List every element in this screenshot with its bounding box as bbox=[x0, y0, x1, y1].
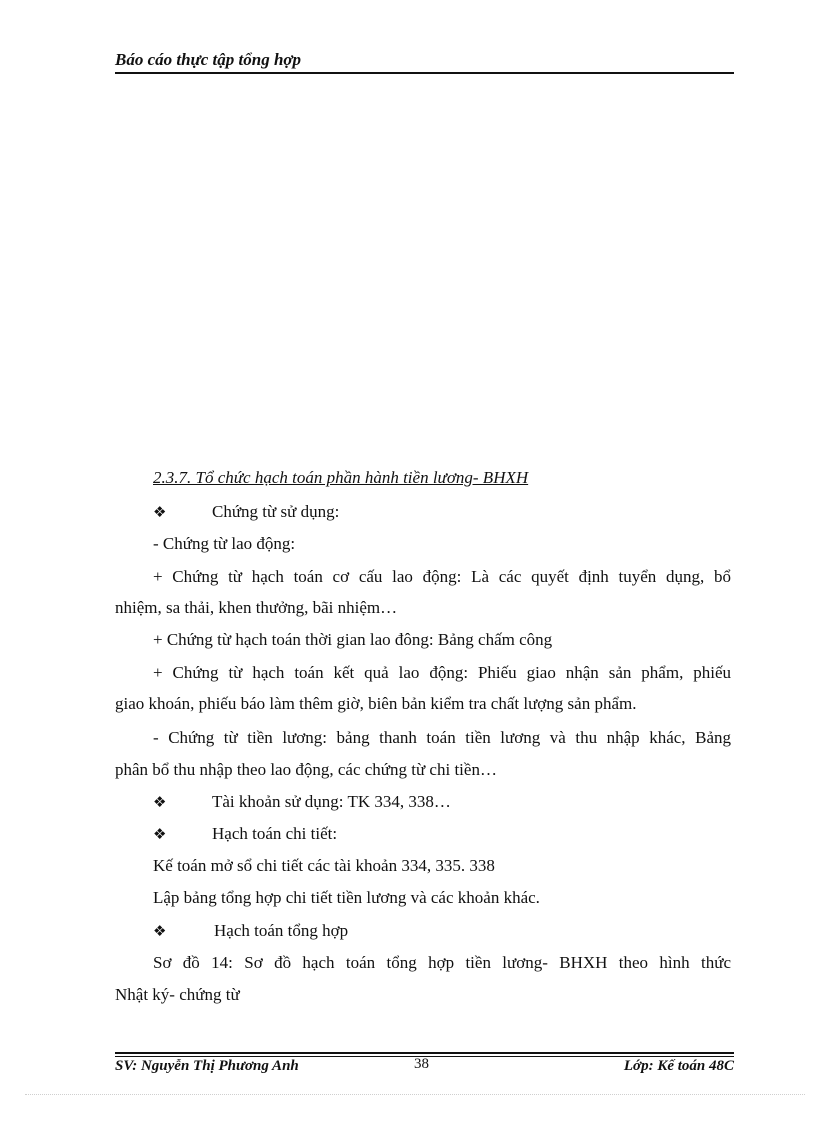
footer-divider bbox=[115, 1052, 734, 1054]
section-body bbox=[115, 0, 731, 1040]
diagram-caption-line2: Nhật ký- chứng từ bbox=[115, 985, 240, 1004]
class-name: Lớp: Kế toán 48C bbox=[623, 1058, 734, 1074]
bullet-documents: Chứng từ sử dụng: bbox=[212, 502, 340, 521]
summary-table-text: Lập bảng tổng hợp chi tiết tiền lương và các khoản khác. bbox=[153, 888, 540, 907]
page-edge bbox=[25, 1094, 805, 1095]
time-documents: + Chứng từ hạch toán thời gian lao đông: Bảng chấm công bbox=[153, 630, 553, 649]
diamond-bullet-icon: ❖ bbox=[153, 825, 167, 843]
salary-documents-line1: - Chứng từ tiền lương: bảng thanh toán tiền lương và thu nhập khác, Bảng bbox=[153, 728, 731, 747]
diagram-caption-line1: Sơ đồ 14: Sơ đồ hạch toán tổng hợp tiền lương- BHXH theo hình thức bbox=[153, 953, 731, 972]
page-number: 38 bbox=[414, 1056, 429, 1072]
salary-documents-line2: phân bổ thu nhập theo lao động, các chứng từ chi tiền… bbox=[115, 760, 497, 779]
student-name: SV: Nguyễn Thị Phương Anh bbox=[115, 1058, 299, 1074]
bullet-accounts: Tài khoản sử dụng: TK 334, 338… bbox=[212, 792, 451, 811]
diamond-bullet-icon: ❖ bbox=[153, 793, 167, 811]
section-heading: 2.3.7. Tổ chức hạch toán phần hành tiền lương- BHXH bbox=[153, 468, 529, 487]
result-documents-line2: giao khoán, phiếu báo làm thêm giờ, biên bản kiểm tra chất lượng sản phẩm. bbox=[115, 694, 637, 713]
diamond-bullet-icon: ❖ bbox=[153, 503, 167, 521]
result-documents-line1: + Chứng từ hạch toán kết quả lao động: Phiếu giao nhận sản phẩm, phiếu bbox=[153, 663, 731, 682]
report-title: Báo cáo thực tập tổng hợp bbox=[115, 50, 302, 69]
labor-documents: - Chứng từ lao động: bbox=[153, 534, 296, 553]
bullet-detail-accounting: Hạch toán chi tiết: bbox=[212, 824, 338, 843]
diamond-bullet-icon: ❖ bbox=[153, 922, 167, 940]
structure-documents-line2: nhiệm, sa thải, khen thưởng, bãi nhiệm… bbox=[115, 598, 398, 617]
structure-documents-line1: + Chứng từ hạch toán cơ cấu lao động: Là các quyết định tuyển dụng, bổ bbox=[153, 567, 731, 586]
detail-ledger-text: Kế toán mở sổ chi tiết các tài khoản 334, 335. 338 bbox=[153, 856, 495, 875]
bullet-general-accounting: Hạch toán tổng hợp bbox=[214, 921, 349, 940]
